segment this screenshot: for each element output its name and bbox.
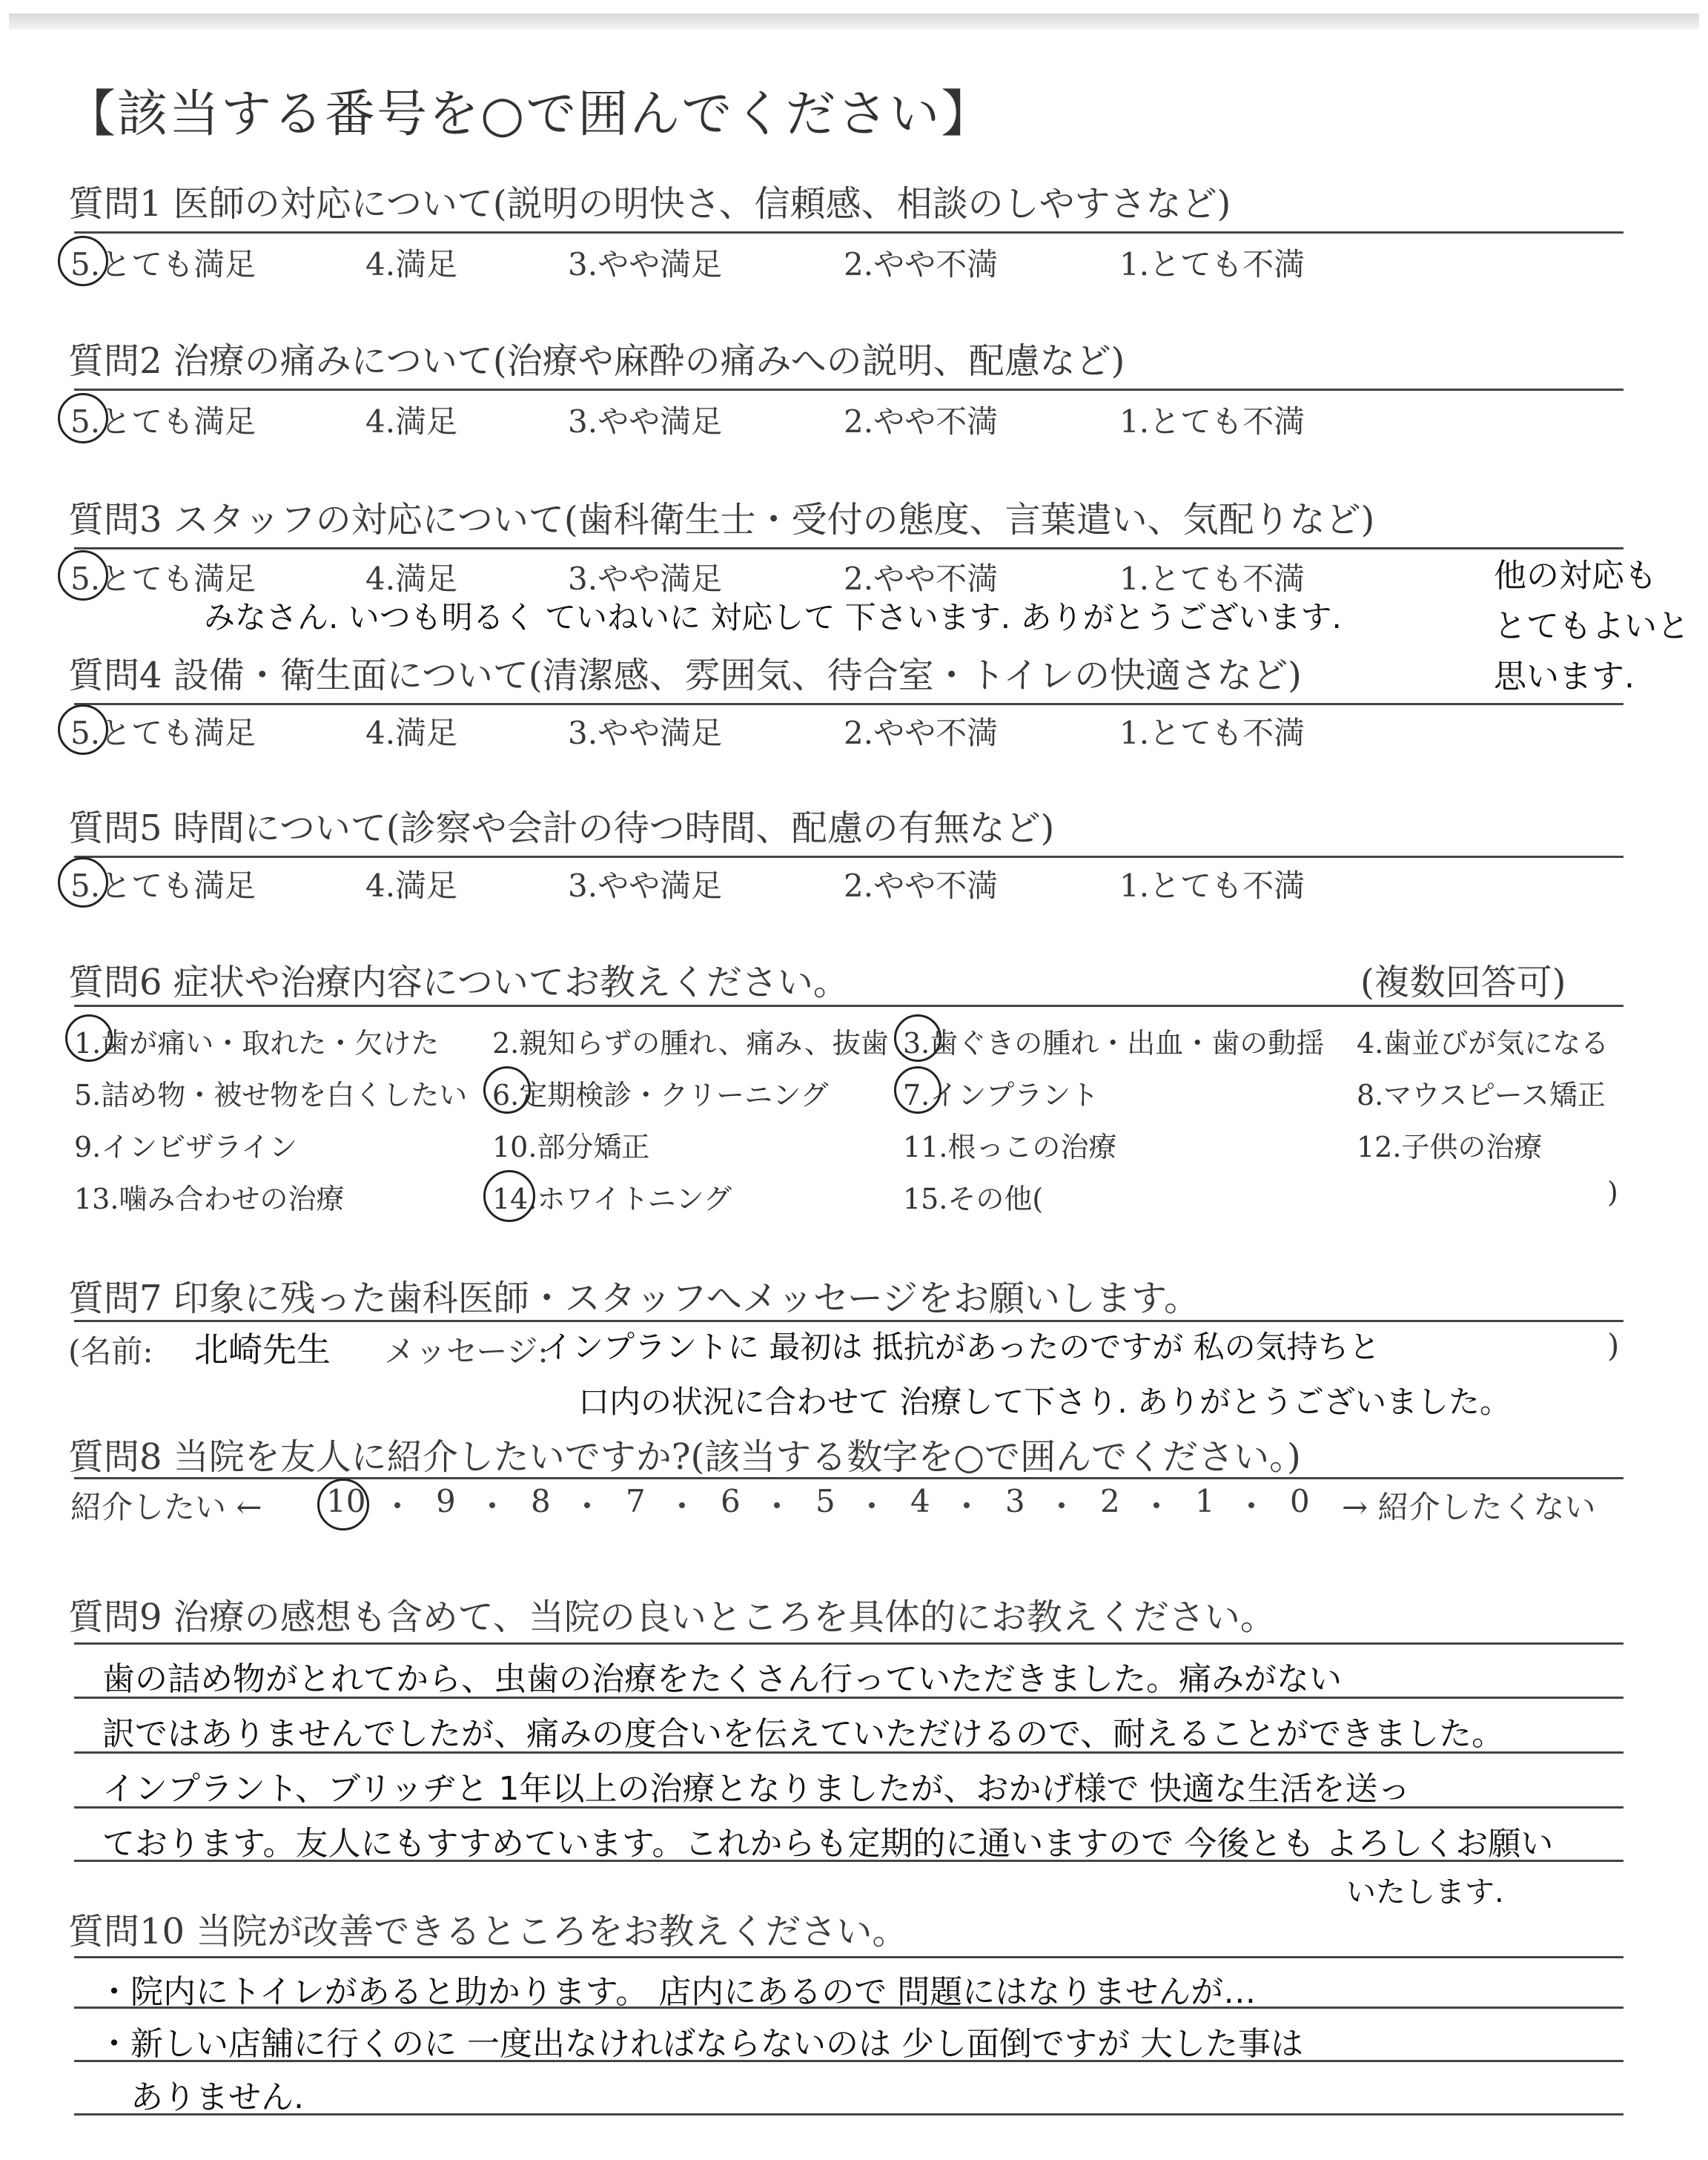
q6-option-12[interactable]: 12.子供の治療 — [1357, 1131, 1543, 1163]
q8-separator — [964, 1502, 970, 1508]
q6-circle-1 — [65, 1014, 113, 1062]
q9-answer-line3: インプラント、ブリッヂと 1年以上の治療となりましたが、おかげ様で 快適な生活を送っ — [102, 1770, 1411, 1808]
q4-rule — [74, 703, 1623, 705]
q6-option-5[interactable]: 5.詰め物・被せ物を白くしたい — [74, 1079, 468, 1112]
q6-circle-3 — [894, 1014, 941, 1062]
q3-side-note-line3: 思います. — [1494, 658, 1635, 696]
q6-option-15[interactable]: 15.その他( — [903, 1183, 1044, 1215]
q9-title: 質問9 治療の感想も含めて、当院の良いところを具体的にお教えください。 — [68, 1596, 1276, 1638]
q3-side-note-line1: 他の対応も — [1494, 557, 1657, 595]
q5-option-1[interactable]: 1.とても不満 — [1119, 868, 1305, 904]
q8-number-4[interactable]: 4 — [910, 1483, 930, 1519]
q8-separator — [1059, 1502, 1065, 1508]
q3-answer-circle — [58, 550, 108, 601]
q8-number-6[interactable]: 6 — [721, 1483, 741, 1519]
q8-separator — [584, 1502, 590, 1508]
q2-option-4[interactable]: 4.満足 — [365, 403, 458, 440]
q8-number-5[interactable]: 5 — [815, 1483, 835, 1519]
q6-circle-14 — [483, 1170, 535, 1222]
q2-option-5[interactable]: 5.とても満足 — [70, 403, 256, 440]
q6-multi-answer-note: (複数回答可) — [1360, 962, 1566, 1003]
q3-option-2[interactable]: 2.やや不満 — [844, 561, 999, 597]
q4-option-5[interactable]: 5.とても満足 — [70, 715, 256, 751]
q7-rule — [74, 1320, 1623, 1322]
q8-number-1[interactable]: 1 — [1195, 1483, 1215, 1519]
q8-number-7[interactable]: 7 — [626, 1483, 646, 1519]
q6-circle-7 — [894, 1066, 941, 1114]
q6-circle-6 — [483, 1066, 531, 1114]
q5-answer-circle — [58, 857, 108, 908]
q9-answer-line1: 歯の詰め物がとれてから、虫歯の治療をたくさん行っていただきました。痛みがない — [102, 1660, 1342, 1698]
scan-top-edge — [9, 13, 1699, 30]
q6-option-9[interactable]: 9.インビザライン — [74, 1131, 298, 1163]
q8-number-2[interactable]: 2 — [1100, 1483, 1120, 1519]
q6-rule — [74, 1005, 1623, 1007]
q4-option-2[interactable]: 2.やや不満 — [844, 715, 999, 751]
q8-rule — [74, 1477, 1623, 1479]
q8-separator — [869, 1502, 875, 1508]
q7-name-handwritten: 北崎先生 — [194, 1330, 331, 1370]
q8-number-0[interactable]: 0 — [1290, 1483, 1310, 1519]
q5-rule — [74, 856, 1623, 858]
q4-option-1[interactable]: 1.とても不満 — [1119, 715, 1305, 751]
q9-answer-line5: いたします. — [1346, 1875, 1504, 1909]
q6-title: 質問6 症状や治療内容についてお教えください。 — [68, 962, 849, 1003]
q2-option-2[interactable]: 2.やや不満 — [844, 403, 999, 440]
q1-option-1[interactable]: 1.とても不満 — [1119, 246, 1305, 283]
q3-handwritten-comment: みなさん. いつも明るく ていねいに 対応して 下さいます. ありがとうございます. — [204, 599, 1342, 635]
q2-answer-circle — [58, 393, 108, 443]
q10-rule-3 — [74, 2060, 1623, 2062]
q6-option-4[interactable]: 4.歯並びが気になる — [1357, 1027, 1609, 1060]
q8-separator — [394, 1502, 400, 1508]
q6-option-1[interactable]: 1.歯が痛い・取れた・欠けた — [74, 1027, 440, 1060]
q6-option-6[interactable]: 6.定期検診・クリーニング — [492, 1079, 829, 1112]
q8-separator — [774, 1502, 780, 1508]
q9-rule-5 — [74, 1860, 1623, 1862]
q9-rule-4 — [74, 1806, 1623, 1809]
q9-answer-line4: ております。友人にもすすめています。これからも定期的に通いますので 今後とも よろしくお願い — [102, 1825, 1554, 1863]
q2-title: 質問2 治療の痛みについて(治療や麻酔の痛みへの説明、配慮など) — [68, 340, 1125, 382]
q8-answer-circle — [317, 1479, 369, 1530]
q6-option-3[interactable]: 3.歯ぐきの腫れ・出血・歯の動揺 — [903, 1027, 1325, 1060]
q1-answer-circle — [58, 236, 108, 286]
q1-option-5[interactable]: 5.とても満足 — [70, 246, 256, 283]
q7-close-paren: ) — [1607, 1327, 1620, 1364]
q4-option-4[interactable]: 4.満足 — [365, 715, 458, 751]
q7-message-line2: 口内の状況に合わせて 治療して下さり. ありがとうございました。 — [578, 1384, 1512, 1420]
q6-option-7[interactable]: 7.インプラント — [903, 1079, 1099, 1112]
q10-rule-2 — [74, 2007, 1623, 2009]
q8-number-3[interactable]: 3 — [1005, 1483, 1025, 1519]
q7-message-label: メッセージ: — [384, 1333, 549, 1370]
q8-number-9[interactable]: 9 — [436, 1483, 456, 1519]
q3-option-3[interactable]: 3.やや満足 — [568, 561, 723, 597]
q5-option-3[interactable]: 3.やや満足 — [568, 868, 723, 904]
q6-option-13[interactable]: 13.噛み合わせの治療 — [74, 1183, 345, 1215]
q1-option-2[interactable]: 2.やや不満 — [844, 246, 999, 283]
q2-option-1[interactable]: 1.とても不満 — [1119, 403, 1305, 440]
q2-option-3[interactable]: 3.やや満足 — [568, 403, 723, 440]
q6-option-11[interactable]: 11.根っこの治療 — [903, 1131, 1117, 1163]
q8-separator — [1153, 1502, 1159, 1508]
q5-title: 質問5 時間について(診察や会計の待つ時間、配慮の有無など) — [68, 807, 1055, 849]
q1-option-4[interactable]: 4.満足 — [365, 246, 458, 283]
q10-answer-line2: ・新しい店舗に行くのに 一度出なければならないのは 少し面倒ですが 大した事は — [98, 2025, 1303, 2063]
q3-rule — [74, 547, 1623, 549]
q6-option-14[interactable]: 14.ホワイトニング — [492, 1183, 732, 1215]
q7-message-line1: インプラントに 最初は 抵抗があったのですが 私の気持ちと — [541, 1329, 1380, 1365]
q6-option-10[interactable]: 10.部分矯正 — [492, 1131, 650, 1163]
q8-separator — [1248, 1502, 1254, 1508]
q8-title: 質問8 当院を友人に紹介したいですか?(該当する数字を○で囲んでください。) — [68, 1436, 1301, 1478]
q4-answer-circle — [58, 704, 108, 755]
q8-number-10[interactable]: 10 — [326, 1483, 366, 1519]
q7-name-label: (名前: — [68, 1333, 153, 1370]
q8-separator — [489, 1502, 495, 1508]
q4-option-3[interactable]: 3.やや満足 — [568, 715, 723, 751]
q7-title: 質問7 印象に残った歯科医師・スタッフへメッセージをお願いします。 — [68, 1278, 1200, 1319]
page-heading: 【該当する番号を○で囲んでください】 — [65, 85, 993, 144]
q1-title: 質問1 医師の対応について(説明の明快さ、信頼感、相談のしやすさなど) — [68, 183, 1231, 225]
q3-option-4[interactable]: 4.満足 — [365, 561, 458, 597]
q8-left-label: 紹介したい ← — [70, 1489, 262, 1525]
q9-rule-3 — [74, 1751, 1623, 1754]
q1-rule — [74, 231, 1623, 234]
q10-rule-4 — [74, 2113, 1623, 2116]
q10-answer-line1: ・院内にトイレがあると助かります。 店内にあるので 問題にはなりませんが… — [98, 1973, 1257, 2011]
q8-separator — [679, 1502, 685, 1508]
q9-rule-2 — [74, 1697, 1623, 1699]
q3-side-note-line2: とてもよいと — [1494, 607, 1689, 645]
q10-answer-line3: ありません. — [130, 2078, 304, 2116]
q9-rule-1 — [74, 1642, 1623, 1645]
q6-option-2[interactable]: 2.親知らずの腫れ、痛み、抜歯 — [492, 1027, 889, 1060]
q9-answer-line2: 訳ではありませんでしたが、痛みの度合いを伝えていただけるので、耐えることができました。 — [102, 1715, 1505, 1753]
q3-option-1[interactable]: 1.とても不満 — [1119, 561, 1305, 597]
q6-option-8[interactable]: 8.マウスピース矯正 — [1357, 1079, 1606, 1112]
q8-number-8[interactable]: 8 — [531, 1483, 551, 1519]
q1-option-3[interactable]: 3.やや満足 — [568, 246, 723, 283]
q5-option-4[interactable]: 4.満足 — [365, 868, 458, 904]
q10-title: 質問10 当院が改善できるところをお教えください。 — [68, 1911, 908, 1952]
q3-title: 質問3 スタッフの対応について(歯科衛生士・受付の態度、言葉遣い、気配りなど) — [68, 499, 1375, 541]
q2-rule — [74, 389, 1623, 391]
q6-option-15-close: ) — [1607, 1176, 1618, 1209]
q5-option-5[interactable]: 5.とても満足 — [70, 868, 256, 904]
q8-right-label: → 紹介したくない — [1342, 1489, 1596, 1525]
q4-title: 質問4 設備・衛生面について(清潔感、雰囲気、待合室・トイレの快適さなど) — [68, 655, 1302, 696]
q5-option-2[interactable]: 2.やや不満 — [844, 868, 999, 904]
q10-rule-1 — [74, 1956, 1623, 1958]
q3-option-5[interactable]: 5.とても満足 — [70, 561, 256, 597]
